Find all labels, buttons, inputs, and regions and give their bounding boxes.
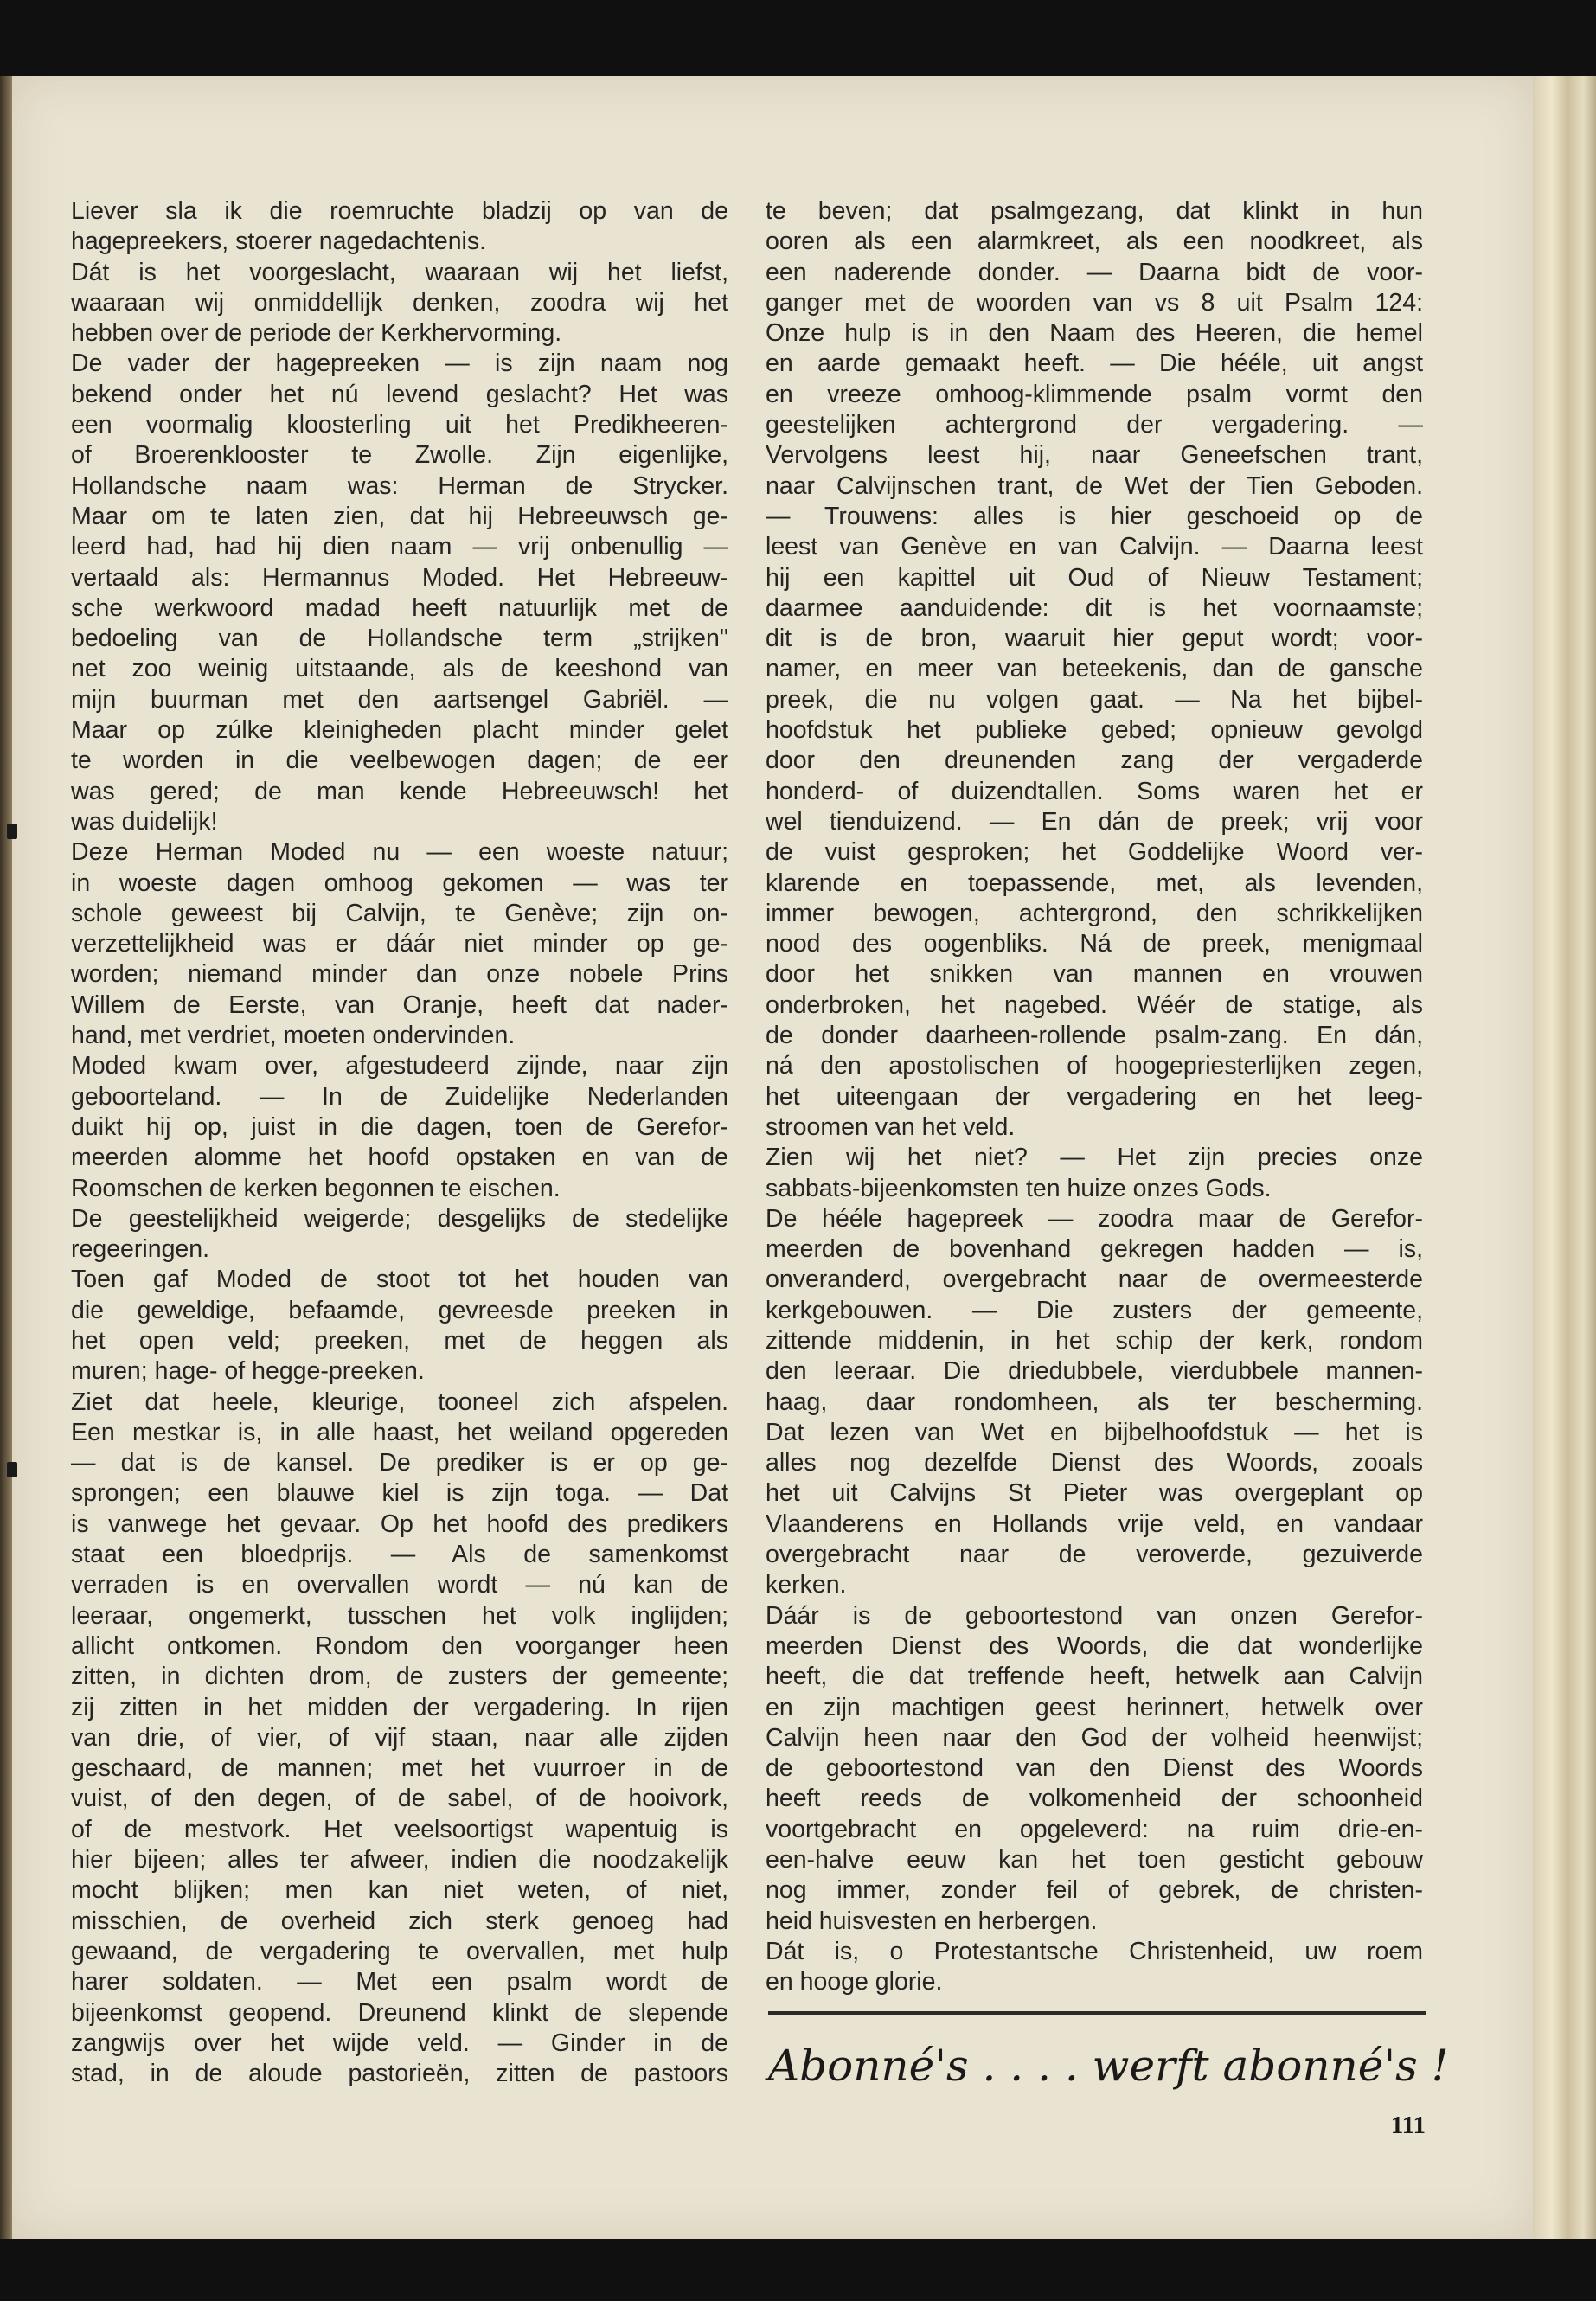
text-line: Moded kwam over, afgestudeerd zijnde, naar zijn — [71, 1052, 728, 1080]
text-line: verzettelijkheid was er dáár niet minder op ge- — [71, 930, 728, 958]
text-line: Toen gaf Moded de stoot tot het houden van — [71, 1266, 728, 1294]
text-line: door het snikken van mannen en vrouwen — [766, 960, 1423, 989]
text-line: Dat lezen van Wet en bijbelhoofdstuk — het is — [766, 1418, 1423, 1446]
text-line: ná den apostolischen of hoogepriesterlijken zegen, — [766, 1052, 1423, 1080]
text-line: zitten, in dichten drom, de zusters der gemeente; — [71, 1663, 728, 1691]
text-line: Willem de Eerste, van Oranje, heeft dat nader- — [71, 990, 728, 1019]
text-line: de donder daarheen-rollende psalm-zang. En dán, — [766, 1022, 1423, 1050]
text-line: meerden alomme het hoofd opstaken en van de — [71, 1144, 728, 1172]
text-line: sprongen; een blauwe kiel is zijn toga. — Dat — [71, 1479, 728, 1508]
page-binding-edge — [0, 76, 12, 2239]
text-line: meerden de bovenhand gekregen hadden — is, — [766, 1235, 1423, 1264]
text-line: mocht blijken; men kan niet weten, of niet, — [71, 1876, 728, 1905]
right-text-column — [766, 196, 1423, 1998]
text-line: was gered; de man kende Hebreeuwsch! het — [71, 777, 728, 805]
text-line: kerken. — [766, 1571, 847, 1599]
text-line: alles nog dezelfde Dienst des Woords, zooals — [766, 1449, 1423, 1477]
text-line: hoofdstuk het publieke gebed; opnieuw gevolgd — [766, 716, 1423, 745]
text-line: namer, en meer van beteekenis, dan de gansche — [766, 655, 1423, 683]
text-line: daarmee aanduidende: dit is het voornaamste; — [766, 593, 1423, 622]
text-line: het open veld; preeken, met de heggen als — [71, 1326, 728, 1355]
text-line: sche werkwoord madad heeft natuurlijk met de — [71, 593, 728, 622]
text-line: De geestelijkheid weigerde; desgelijks de stedelijke — [71, 1204, 728, 1233]
subscription-slogan: Abonné's . . . . werft abonné's ! — [768, 2041, 1449, 2091]
text-line: en zijn machtigen geest herinnert, hetwelk over — [766, 1693, 1423, 1721]
text-line: door den dreunenden zang der vergaderde — [766, 747, 1423, 775]
text-line: Onze hulp is in den Naam des Heeren, die hemel — [766, 319, 1423, 348]
text-line: meerden Dienst des Woords, die dat wonderlijke — [766, 1631, 1423, 1660]
text-line: — dat is de kansel. De prediker is er op ge- — [71, 1449, 728, 1477]
text-line: heeft reeds de volkomenheid der schoonheid — [766, 1785, 1423, 1813]
text-line: — Trouwens: alles is hier geschoeid op de — [766, 502, 1423, 530]
text-line: onderbroken, het nagebed. Wéér de statige, als — [766, 990, 1423, 1019]
text-line: hand, met verdriet, moeten ondervinden. — [71, 1022, 516, 1050]
text-line: en vreeze omhoog-klimmende psalm vormt den — [766, 380, 1423, 408]
text-line: regeeringen. — [71, 1235, 210, 1264]
text-line: Roomschen de kerken begonnen te eischen. — [71, 1174, 561, 1202]
text-line: honderd- of duizendtallen. Soms waren het er — [766, 777, 1423, 805]
text-line: kerkgebouwen. — Die zusters der gemeente, — [766, 1296, 1423, 1324]
left-text-column — [71, 196, 728, 2089]
text-line: heid huisvesten en herbergen. — [766, 1907, 1098, 1935]
text-line: verraden is en overvallen wordt — nú kan de — [71, 1571, 728, 1599]
text-line: van drie, of vier, of vijf staan, naar alle zijden — [71, 1723, 728, 1752]
text-line: nood des oogenbliks. Ná de preek, menigmaal — [766, 930, 1423, 958]
text-line: Vlaanderens en Hollands vrije veld, en vandaar — [766, 1509, 1423, 1538]
text-line: haag, daar rondomheen, als ter bescherming. — [766, 1388, 1423, 1416]
text-line: overgebracht naar de veroverde, gezuiverde — [766, 1541, 1423, 1569]
text-line: vuist, of den degen, of de sabel, of de hooivork, — [71, 1785, 728, 1813]
text-line: die geweldige, befaamde, gevreesde preeken in — [71, 1296, 728, 1324]
text-line: te worden in die veelbewogen dagen; de eer — [71, 747, 728, 775]
text-line: onveranderd, overgebracht naar de overmeesterde — [766, 1266, 1423, 1294]
text-line: was duidelijk! — [71, 807, 218, 836]
binding-hole-icon — [7, 1462, 17, 1477]
text-line: hier bijeen; alles ter afweer, indien die noodzakelijk — [71, 1846, 728, 1875]
text-line: Vervolgens leest hij, naar Geneefschen trant, — [766, 441, 1423, 470]
text-line: De hééle hagepreek — zoodra maar de Gerefor- — [766, 1204, 1423, 1233]
text-line: leest van Genève en van Calvijn. — Daarna leest — [766, 533, 1423, 561]
text-line: De vader der hagepreeken — is zijn naam nog — [71, 349, 728, 378]
text-line: bijeenkomst geopend. Dreunend klinkt de slepende — [71, 1998, 728, 2027]
slogan-divider — [768, 2011, 1426, 2015]
text-line: worden; niemand minder dan onze nobele Prins — [71, 960, 728, 989]
text-line: of Broerenklooster te Zwolle. Zijn eigenlijke, — [71, 441, 728, 470]
text-line: zangwijs over het wijde veld. — Ginder in de — [71, 2029, 728, 2057]
text-line: dit is de bron, waaruit hier geput wordt; voor- — [766, 625, 1423, 653]
text-line: voortgebracht en opgeleverd: na ruim drie-en- — [766, 1815, 1423, 1843]
text-line: preek, die nu volgen gaat. — Na het bijbel- — [766, 685, 1423, 714]
text-line: of de mestvork. Het veelsoortigst wapentuig is — [71, 1815, 728, 1843]
text-line: staat een bloedprijs. — Als de samenkomst — [71, 1541, 728, 1569]
text-line: Maar om te laten zien, dat hij Hebreeuwsch ge- — [71, 502, 728, 530]
text-line: geschaard, de mannen; met het vuurroer in de — [71, 1754, 728, 1783]
text-line: sabbats-bijeenkomsten ten huize onzes Gods. — [766, 1174, 1272, 1202]
text-line: schole geweest bij Calvijn, te Genève; zijn on- — [71, 899, 728, 927]
text-line: Maar op zúlke kleinigheden placht minder gelet — [71, 716, 728, 745]
text-line: net zoo weinig uitstaande, als de keeshond van — [71, 655, 728, 683]
text-line: waaraan wij onmiddellijk denken, zoodra wij het — [71, 288, 728, 317]
text-line: Calvijn heen naar den God der volheid heenwijst; — [766, 1723, 1423, 1752]
text-line: mijn buurman met den aartsengel Gabriël. — — [71, 685, 728, 714]
text-line: heeft, die dat treffende heeft, hetwelk aan Calvijn — [766, 1663, 1423, 1691]
text-line: Dát is, o Protestantsche Christenheid, uw roem — [766, 1937, 1423, 1965]
text-line: nog immer, zonder feil of gebrek, de christen- — [766, 1876, 1423, 1905]
text-line: den leeraar. Die driedubbele, vierdubbele mannen- — [766, 1357, 1423, 1386]
text-line: en aarde gemaakt heeft. — Die hééle, uit angst — [766, 349, 1423, 378]
text-line: geestelijken achtergrond der vergadering. — — [766, 411, 1423, 439]
text-line: stroomen van het veld. — [766, 1112, 1016, 1141]
text-line: allicht ontkomen. Rondom den voorganger heen — [71, 1631, 728, 1660]
page-stack-edge — [1533, 76, 1596, 2239]
text-line: leerd had, had hij dien naam — vrij onbenullig — — [71, 533, 728, 561]
text-line: zittende middenin, in het schip der kerk, rondom — [766, 1326, 1423, 1355]
text-line: muren; hage- of hegge-preeken. — [71, 1357, 425, 1386]
text-line: misschien, de overheid zich sterk genoeg had — [71, 1907, 728, 1935]
text-line: Deze Herman Moded nu — een woeste natuur; — [71, 838, 728, 867]
text-line: bedoeling van de Hollandsche term „strijken" — [71, 625, 728, 653]
text-line: geboorteland. — In de Zuidelijke Nederlanden — [71, 1082, 728, 1111]
page-number: 111 — [1390, 2112, 1426, 2139]
text-line: een-halve eeuw kan het toen gesticht gebouw — [766, 1846, 1423, 1875]
text-line: is vanwege het gevaar. Op het hoofd des predikers — [71, 1509, 728, 1538]
text-line: naar Calvijnschen trant, de Wet der Tien Geboden. — [766, 471, 1423, 500]
text-line: een naderende donder. — Daarna bidt de voor- — [766, 258, 1423, 286]
text-line: de vuist gesproken; het Goddelijke Woord ver- — [766, 838, 1423, 867]
text-line: zij zitten in het midden der vergadering. In rijen — [71, 1693, 728, 1721]
text-line: Een mestkar is, in alle haast, het weiland opgereden — [71, 1418, 728, 1446]
text-line: te beven; dat psalmgezang, dat klinkt in hun — [766, 197, 1423, 225]
text-line: de geboortestond van den Dienst des Woords — [766, 1754, 1423, 1783]
text-line: een voormalig kloosterling uit het Predikheeren- — [71, 411, 728, 439]
text-line: bekend onder het nú levend geslacht? Het was — [71, 380, 728, 408]
text-line: Liever sla ik die roemruchte bladzij op van de — [71, 197, 728, 225]
text-line: ganger met de woorden van vs 8 uit Psalm 124: — [766, 288, 1423, 317]
text-line: duikt hij op, juist in die dagen, toen de Gerefor- — [71, 1112, 728, 1141]
text-line: hagepreekers, stoerer nagedachtenis. — [71, 228, 487, 256]
text-line: stad, in de aloude pastorieën, zitten de pastoors — [71, 2060, 728, 2088]
text-line: leeraar, ongemerkt, tusschen het volk inglijden; — [71, 1601, 728, 1630]
text-line: hebben over de periode der Kerkhervorming. — [71, 319, 562, 348]
text-line: Dáár is de geboortestond van onzen Gerefor- — [766, 1601, 1423, 1630]
text-line: ooren als een alarmkreet, als een noodkreet, als — [766, 228, 1423, 256]
text-line: Dát is het voorgeslacht, waaraan wij het liefst, — [71, 258, 728, 286]
text-line: het uit Calvijns St Pieter was overgeplant op — [766, 1479, 1423, 1508]
text-line: het uiteengaan der vergadering en het leeg- — [766, 1082, 1423, 1111]
binding-hole-icon — [7, 824, 17, 839]
text-line: in woeste dagen omhoog gekomen — was ter — [71, 868, 728, 897]
text-line: immer bewogen, achtergrond, den schrikkelijken — [766, 899, 1423, 927]
text-line: Hollandsche naam was: Herman de Strycker. — [71, 471, 728, 500]
text-line: Ziet dat heele, kleurige, tooneel zich afspelen. — [71, 1388, 728, 1416]
text-line: en hooge glorie. — [766, 1968, 943, 1997]
text-line: klarende en toepassende, met, als levenden, — [766, 868, 1423, 897]
text-line: gewaand, de vergadering te overvallen, met hulp — [71, 1937, 728, 1965]
text-line: wel tienduizend. — En dán de preek; vrij voor — [766, 807, 1423, 836]
text-line: hij een kapittel uit Oud of Nieuw Testament; — [766, 563, 1423, 592]
text-line: harer soldaten. — Met een psalm wordt de — [71, 1968, 728, 1997]
text-line: vertaald als: Hermannus Moded. Het Hebreeuw- — [71, 563, 728, 592]
text-line: Zien wij het niet? — Het zijn precies onze — [766, 1144, 1423, 1172]
